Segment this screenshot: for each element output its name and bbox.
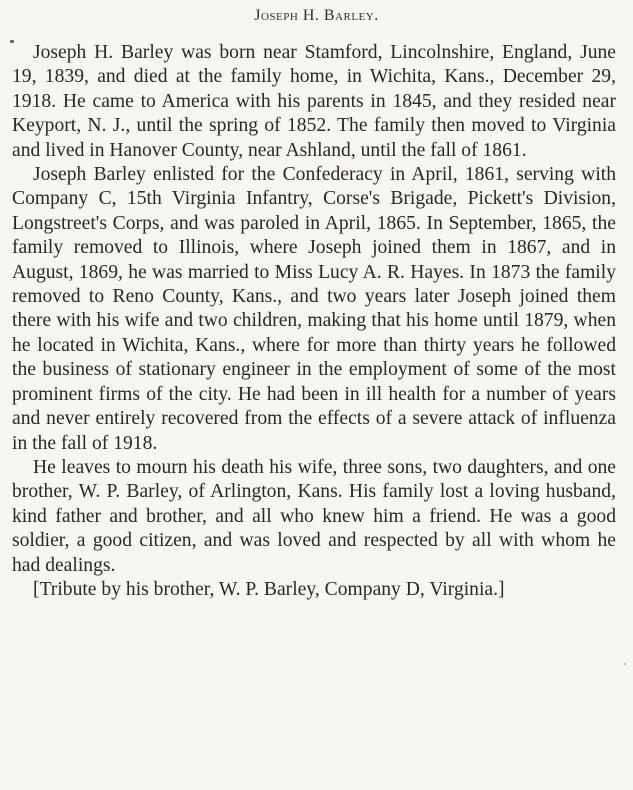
paragraph-tribute-credit: [Tribute by his brother, W. P. Barley, Company D, Virginia.]	[33, 578, 505, 600]
article-heading: Joseph H. Barley.	[254, 7, 379, 24]
paragraph-survivors: He leaves to mourn his death his wife, three sons, two daughters, and one brother, W. P. Barley, of Arlington, Kans. His family lost a loving husband, kind father and brother, and all who knew him a friend. He was a good soldier, a good citizen, and was loved and respected by all with whom he had dealings.	[12, 456, 616, 576]
article-body	[12, 41, 616, 602]
paragraph-biography-intro: Joseph H. Barley was born near Stamford, Lincolnshire, England, June 19, 1839, and died at the family home, in Wichita, Kans., December 29, 1918. He came to America with his parents in 1845, and they resided near Keyport, N. J., until the spring of 1852. The family then moved to Virginia and lived in Hanover County, near Ashland, until the fall of 1861.	[12, 42, 616, 161]
paragraph-military-and-later-life: Joseph Barley enlisted for the Confederacy in April, 1861, serving with Company C, 15th Virginia Infantry, Corse's Brigade, Pickett's Division, Longstreet's Corps, and was paroled in April, 1865. In September, 1865, the family removed to Illinois, where Joseph joined them in 1867, and in August, 1869, he was married to Miss Lucy A. R. Hayes. In 1873 the family removed to Reno County, Kans., and two years later Joseph joined them there with his wife and two children, making that his home until 1879, when he located in Wichita, Kans., where for more than thirty years he followed the business of stationary engineer in the employment of some of the most prominent firms of the city. He had been in ill health for a number of years and never entirely recovered from the effects of a severe attack of influenza in the fall of 1918.	[12, 164, 616, 454]
print-speck	[624, 663, 626, 665]
